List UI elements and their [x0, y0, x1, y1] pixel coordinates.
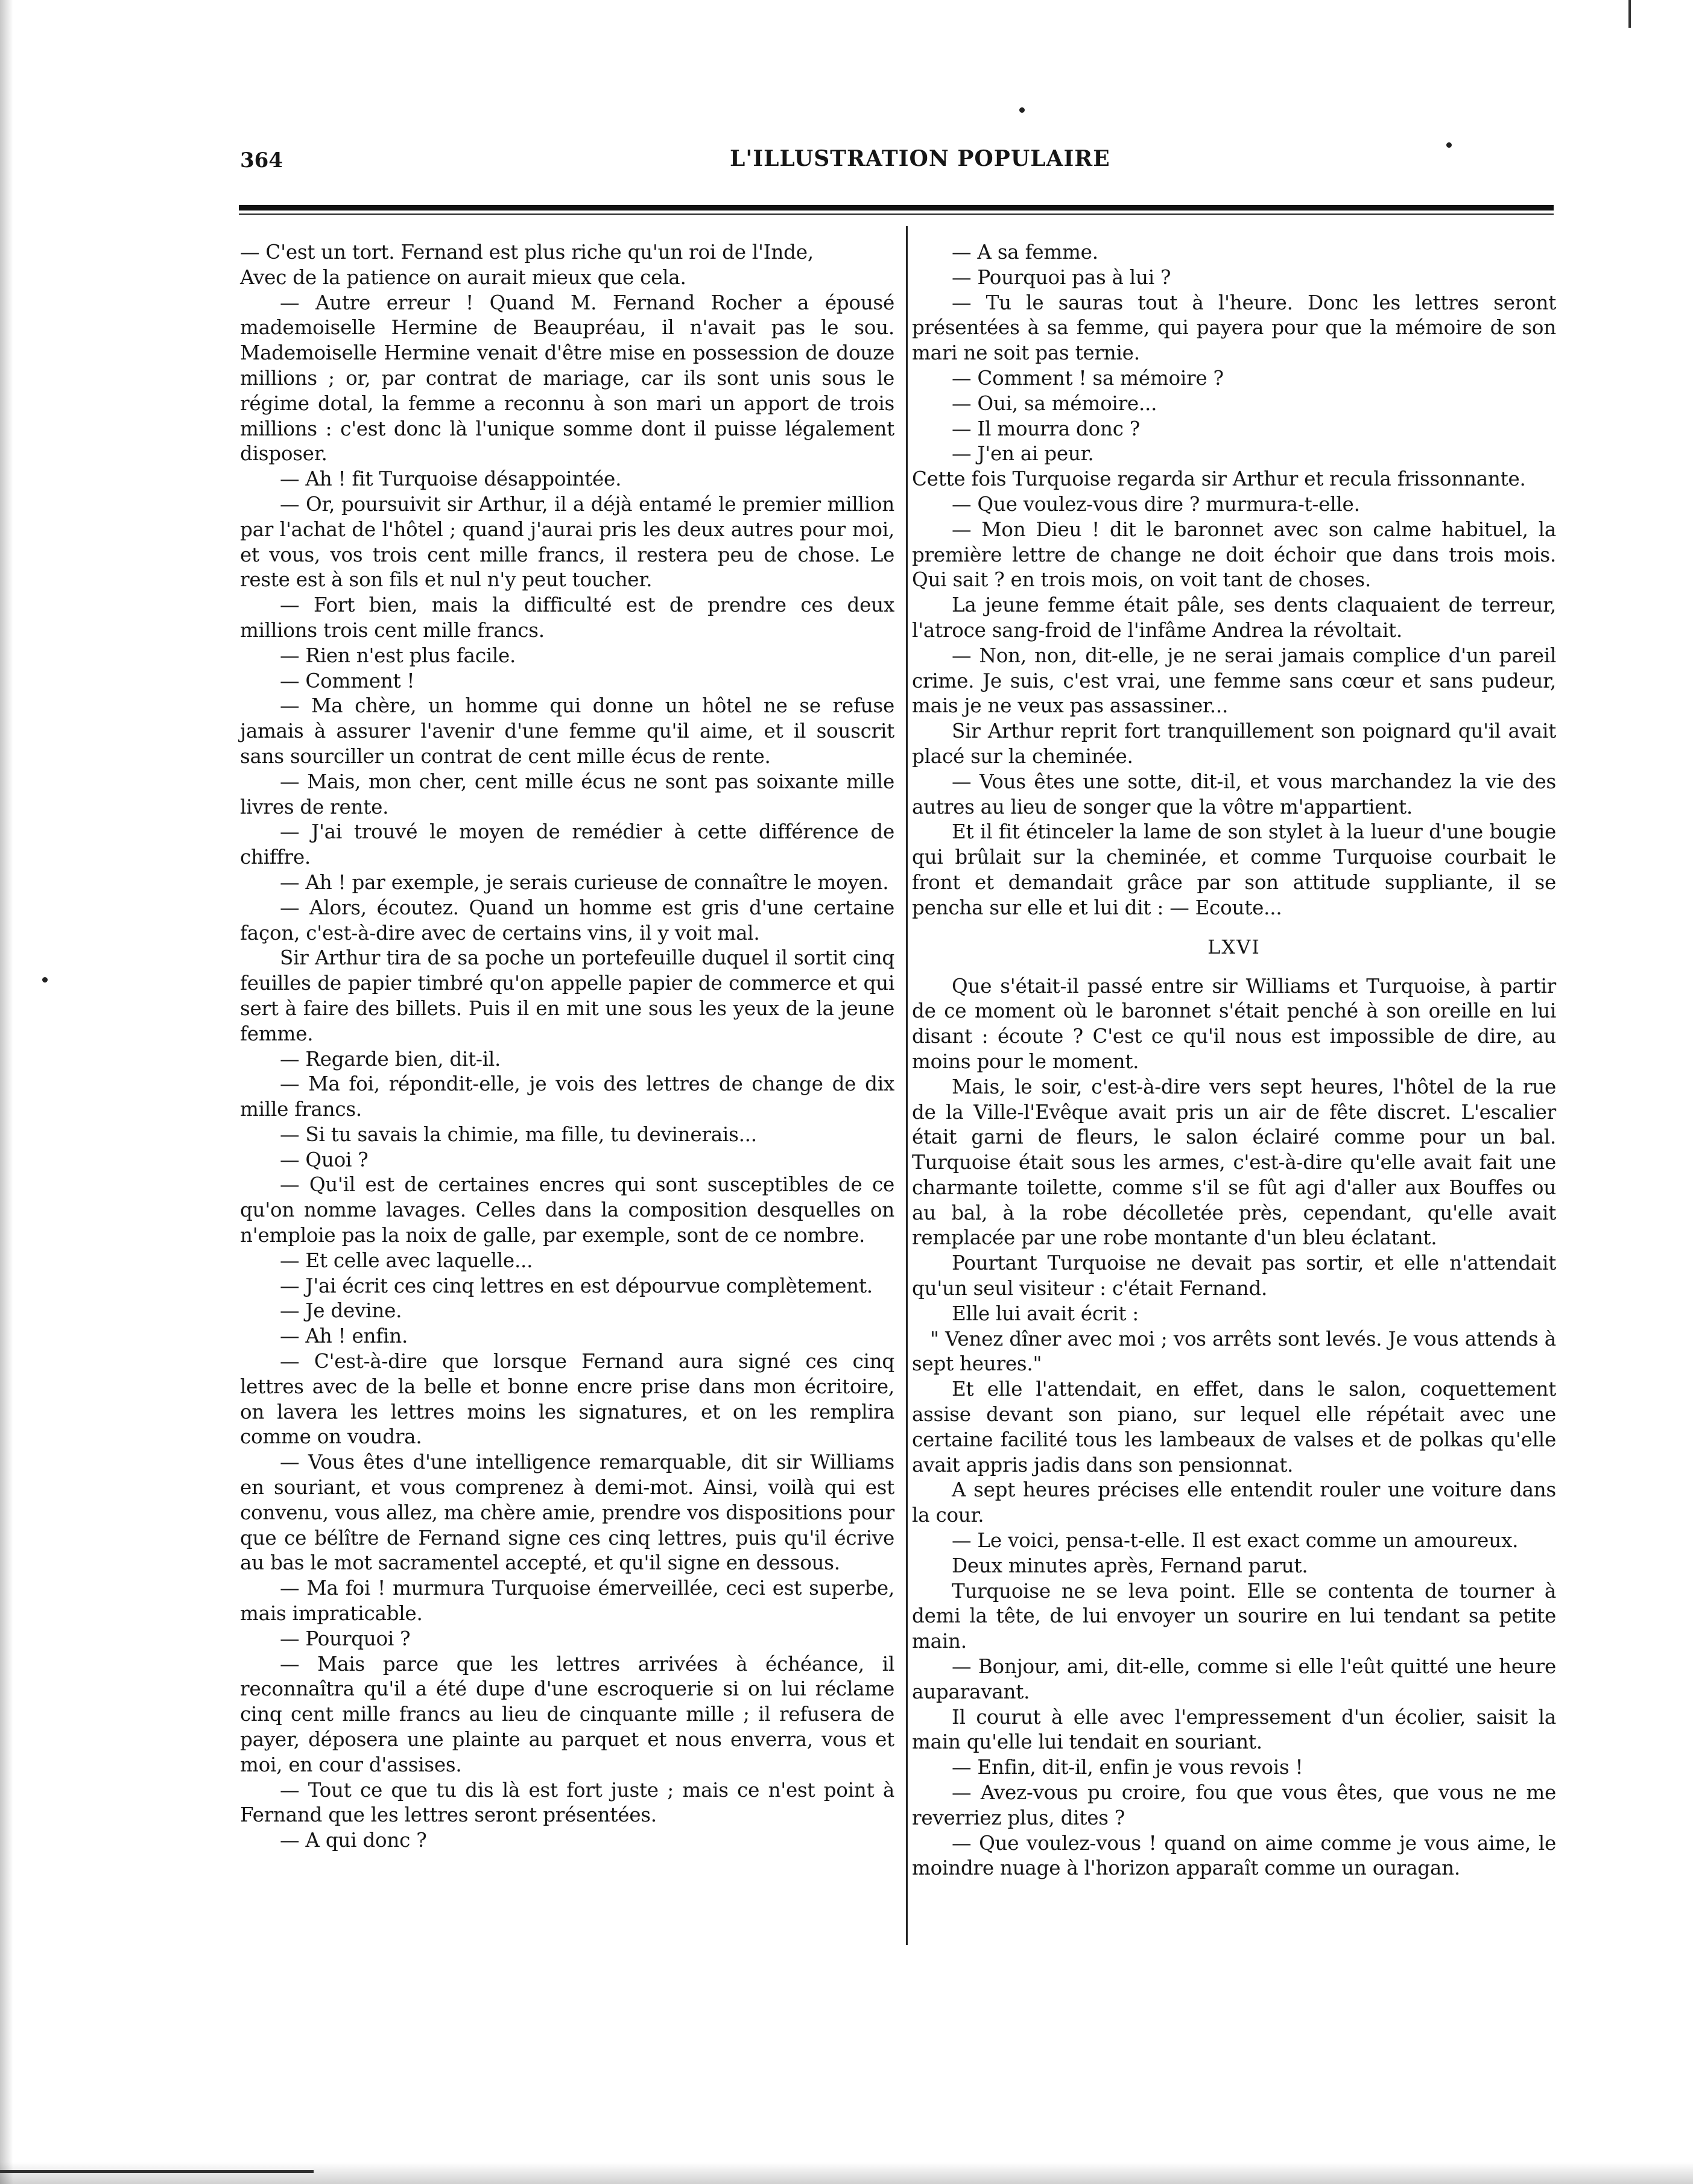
- paragraph: — Tout ce que tu dis là est fort juste ; mais ce n'est point à Fernand que les lettres seront présentées.: [240, 1778, 894, 1827]
- paragraph: — A qui donc ?: [280, 1829, 427, 1852]
- paragraph: — Oui, sa mémoire...: [952, 391, 1157, 415]
- paragraph: Que s'était-il passé entre sir Williams et Turquoise, à partir de ce moment où le baronnet s'était penché à son oreille en lui disant : écoute ? C'est ce qu'il nous est impossible de dire, au moins pour le moment.: [912, 974, 1556, 1073]
- paragraph: — Le voici, pensa-t-elle. Il est exact comme un amoureux.: [952, 1529, 1519, 1553]
- paragraph: — Que voulez-vous dire ? murmura-t-elle.: [952, 492, 1360, 516]
- paragraph: — Avez-vous pu croire, fou que vous êtes, que vous ne me reverriez plus, dites ?: [912, 1781, 1556, 1829]
- paragraph: — Ah ! par exemple, je serais curieuse de connaître le moyen.: [280, 870, 889, 894]
- paragraph: — Mais parce que les lettres arrivées à échéance, il reconnaîtra qu'il a été dupe d'une escroquerie si on lui réclame cinq cent mille francs au lieu de cinquante mille ; il refusera de payer, déposera une plainte au parquet et nous enverra, vous et moi, en cour d'assises.: [240, 1652, 894, 1776]
- paragraph: — Fort bien, mais la difficulté est de prendre ces deux millions trois cent mille francs.: [240, 593, 894, 642]
- paragraph: Sir Arthur reprit fort tranquillement son poignard qu'il avait placé sur la cheminée.: [912, 720, 1556, 768]
- scan-speck: [1446, 142, 1452, 148]
- paragraph: — Pourquoi ?: [280, 1627, 411, 1650]
- paragraph: — Et celle avec laquelle...: [280, 1249, 533, 1272]
- paragraph: Et elle l'attendait, en effet, dans le salon, coquettement assise devant son piano, sur lequel elle répétait avec une certaine facilité tous les lambeaux de valses et de polkas qu'elle avait appris jadis dans son pensionnat.: [912, 1378, 1556, 1477]
- header-rule-thin: [239, 214, 1554, 215]
- paragraph: — Autre erreur ! Quand M. Fernand Rocher a épousé mademoiselle Hermine de Beaupréau, il n'avait pas le sou. Mademoiselle Hermine venait d'être mise en possession de douze millions ; or, par contrat de mariage, car ils sont unis sous le régime dotal, la femme a reconnu à son mari un apport de trois millions : c'est donc là l'unique somme dont il puisse légalement disposer.: [240, 291, 894, 466]
- paragraph: — Si tu savais la chimie, ma fille, tu devinerais...: [280, 1122, 757, 1146]
- paragraph: Cette fois Turquoise regarda sir Arthur et recula frissonnante.: [912, 467, 1526, 491]
- paragraph: Avec de la patience on aurait mieux que cela.: [240, 265, 686, 289]
- paragraph: — Vous êtes d'une intelligence remarquable, dit sir Williams en souriant, et vous comprenez à demi-mot. Ainsi, voilà qui est convenu, vous allez, ma chère amie, prendre vos dispositions pour que ce bélître de Fernand signe ces cinq lettres, puis qu'il écrive au bas le mot sacramentel accepté, et qu'il signe en dessous.: [240, 1451, 894, 1575]
- scan-speck: [42, 977, 48, 983]
- paragraph: — Il mourra donc ?: [952, 417, 1141, 440]
- paragraph: — Tu le sauras tout à l'heure. Donc les lettres seront présentées à sa femme, qui payera pour que la mémoire de son mari ne soit pas ternie.: [912, 291, 1556, 365]
- paragraph: Elle lui avait écrit :: [952, 1302, 1139, 1325]
- paragraph: — Ah ! enfin.: [280, 1325, 408, 1348]
- paragraph: — C'est un tort. Fernand est plus riche qu'un roi de l'Inde,: [240, 241, 814, 264]
- paragraph: — Ma foi, répondit-elle, je vois des lettres de change de dix mille francs.: [240, 1072, 894, 1121]
- paragraph: — Comment ! sa mémoire ?: [952, 366, 1224, 390]
- paragraph: Pourtant Turquoise ne devait pas sortir, et elle n'attendait qu'un seul visiteur : c'était Fernand.: [912, 1252, 1556, 1300]
- paragraph: — Non, non, dit-elle, je ne serai jamais complice d'un pareil crime. Je suis, c'est vrai, une femme sans cœur et sans pudeur, mais je ne veux pas assassiner...: [912, 644, 1556, 718]
- paragraph: — Quoi ?: [280, 1148, 369, 1171]
- left-text-column: [240, 240, 894, 1853]
- paragraph: Deux minutes après, Fernand parut.: [952, 1554, 1308, 1577]
- paragraph: — Je devine.: [280, 1299, 402, 1323]
- paragraph: — Regarde bien, dit-il.: [280, 1047, 501, 1071]
- paragraph: — Comment !: [280, 669, 415, 692]
- paragraph: — C'est-à-dire que lorsque Fernand aura signé ces cinq lettres avec de la belle et bonne encre prise dans mon écritoire, on lavera les lettres moins les signatures, et on les remplira comme on voudra.: [240, 1350, 894, 1449]
- running-title: L'ILLUSTRATION POPULAIRE: [730, 146, 1110, 171]
- paragraph: Mais, le soir, c'est-à-dire vers sept heures, l'hôtel de la rue de la Ville-l'Evêque avait pris un air de fête discret. L'escalier était garni de fleurs, le salon éclairé comme pour un bal. Turquoise était sous les armes, c'est-à-dire qu'elle avait fait une charmante toilette, comme s'il se fût agi d'aller aux Bouffes ou au bal, à la robe décolletée près, cependant, qu'elle avait remplacée par une robe montante d'un bleu éclatant.: [912, 1075, 1556, 1250]
- paragraph: Il courut à elle avec l'empressement d'un écolier, saisit la main qu'elle lui tendait en souriant.: [912, 1705, 1556, 1754]
- paragraph: — Ma chère, un homme qui donne un hôtel ne se refuse jamais à assurer l'avenir d'une femme qu'il aime, et il souscrit sans sourciller un contrat de cent mille écus de rente.: [240, 694, 894, 768]
- scan-speck: [1019, 107, 1025, 113]
- paragraph: — Alors, écoutez. Quand un homme est gris d'une certaine façon, c'est-à-dire avec de certains vins, il y voit mal.: [240, 896, 894, 945]
- paragraph: — Vous êtes une sotte, dit-il, et vous marchandez la vie des autres au lieu de songer que la vôtre m'appartient.: [912, 770, 1556, 818]
- paragraph: Et il fit étinceler la lame de son stylet à la lueur d'une bougie qui brûlait sur la cheminée, et comme Turquoise courbait le front et demandait grâce par son attitude suppliante, il se pencha sur elle et lui dit : — Ecoute...: [912, 820, 1556, 919]
- paragraph: — Enfin, dit-il, enfin je vous revois !: [952, 1756, 1303, 1779]
- page-number: 364: [240, 148, 283, 173]
- paragraph: Sir Arthur tira de sa poche un portefeuille duquel il sortit cinq feuilles de papier timbré qu'on appelle papier de commerce et qui sert à faire des billets. Puis il en mit une sous les yeux de la jeune femme.: [240, 946, 894, 1045]
- page-edge-shadow: [0, 0, 13, 2184]
- paragraph: Turquoise ne se leva point. Elle se contenta de tourner à demi la tête, de lui envoyer un sourire en lui tendant sa petite main.: [912, 1579, 1556, 1653]
- paragraph: — J'ai trouvé le moyen de remédier à cette différence de chiffre.: [240, 820, 894, 869]
- page-bottom-shadow: [0, 2162, 1693, 2184]
- paragraph: — Que voulez-vous ! quand on aime comme je vous aime, le moindre nuage à l'horizon apparaît comme un ouragan.: [912, 1831, 1556, 1880]
- paragraph: La jeune femme était pâle, ses dents claquaient de terreur, l'atroce sang-froid de l'infâme Andrea la révoltait.: [912, 593, 1556, 642]
- paragraph: — Rien n'est plus facile.: [280, 644, 516, 667]
- paragraph: — Bonjour, ami, dit-elle, comme si elle l'eût quitté une heure auparavant.: [912, 1655, 1556, 1703]
- paragraph: — A sa femme.: [952, 241, 1098, 264]
- right-text-column: [912, 240, 1556, 1881]
- paragraph: — J'en ai peur.: [952, 442, 1094, 466]
- chapter-heading: LXVI: [1207, 935, 1261, 958]
- scan-edge-mark: [1628, 0, 1631, 28]
- paragraph: — Mais, mon cher, cent mille écus ne sont pas soixante mille livres de rente.: [240, 770, 894, 818]
- paragraph: — Mon Dieu ! dit le baronnet avec son calme habituel, la première lettre de change ne doit échoir que dans trois mois. Qui sait ? en trois mois, on voit tant de choses.: [912, 518, 1556, 592]
- paragraph: — J'ai écrit ces cinq lettres en est dépourvue complètement.: [280, 1274, 873, 1297]
- paragraph: A sept heures précises elle entendit rouler une voiture dans la cour.: [912, 1478, 1556, 1527]
- paragraph: — Or, poursuivit sir Arthur, il a déjà entamé le premier million par l'achat de l'hôtel ; quand j'aurai pris les deux autres pour moi, et vous, vos trois cent mille francs, il restera peu de chose. Le reste est à son fils et nul n'y peut toucher.: [240, 492, 894, 592]
- paragraph: — Pourquoi pas à lui ?: [952, 265, 1171, 289]
- header-rule-thick: [239, 205, 1554, 210]
- paragraph: — Ma foi ! murmura Turquoise émerveillée, ceci est superbe, mais impraticable.: [240, 1577, 894, 1625]
- paragraph: — Ah ! fit Turquoise désappointée.: [280, 467, 622, 491]
- column-divider: [906, 226, 908, 1945]
- paragraph: " Venez dîner avec moi ; vos arrêts sont levés. Je vous attends à sept heures.": [912, 1327, 1556, 1376]
- paragraph: — Qu'il est de certaines encres qui sont susceptibles de ce qu'on nomme lavages. Celles dans la composition desquelles on n'emploie pas la noix de galle, par exemple, sont de ce nombre.: [240, 1173, 894, 1247]
